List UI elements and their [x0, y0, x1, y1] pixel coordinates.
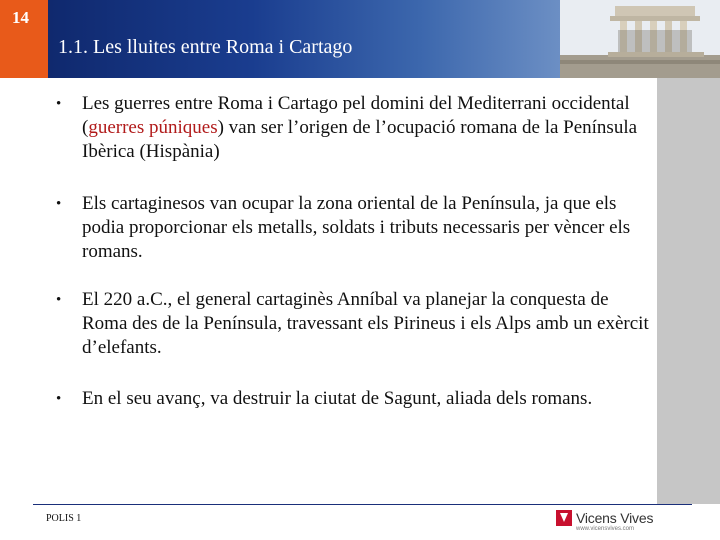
bullet-text: Els cartaginesos van ocupar la zona oriental de la Península, ja que els podia proporcionar els metalls, soldats i tributs necessaris per vèncer els romans.	[82, 193, 631, 262]
bullet-item-4	[54, 387, 592, 411]
bullet-marker: •	[56, 292, 62, 308]
vicens-vives-logo-icon	[556, 510, 572, 526]
bullet-text: El 220 a.C., el general cartaginès Anníbal va planejar la conquesta de Roma des de la Península, travessant els Pirineus i els Alps amb un exèrcit d’elefants.	[82, 289, 649, 358]
bullet-marker: •	[56, 96, 62, 112]
logo-text: Vicens Vives	[576, 510, 654, 526]
bullet-text: En el seu avanç, va destruir la ciutat de Sagunt, aliada dels romans.	[82, 388, 593, 409]
page-number: 14	[12, 8, 29, 27]
footer-label: POLIS 1	[46, 513, 82, 524]
highlight-term: guerres púniques	[88, 117, 218, 138]
bullet-text-before: Les guerres entre Roma i Cartago pel domini del Mediterrani occidental (	[82, 93, 630, 138]
bullet-item-3	[54, 288, 654, 360]
logo-subtext: www.vicensvives.com	[576, 526, 635, 532]
bullet-text-after: ) van ser l’origen de l’ocupació romana de la Península Ibèrica (Hispània)	[82, 117, 638, 162]
bullet-item-1	[54, 92, 654, 164]
right-gray-bar	[657, 78, 720, 504]
page-number-box	[0, 0, 48, 78]
header-photo-temple	[560, 0, 720, 78]
footer-divider	[33, 504, 692, 505]
slide-title: 1.1. Les lluites entre Roma i Cartago	[58, 36, 353, 58]
bullet-marker: •	[56, 196, 62, 212]
temple-image	[560, 0, 720, 78]
bullet-item-2	[54, 192, 654, 264]
vicens-vives-logo	[556, 508, 653, 528]
bullet-marker: •	[56, 391, 62, 407]
